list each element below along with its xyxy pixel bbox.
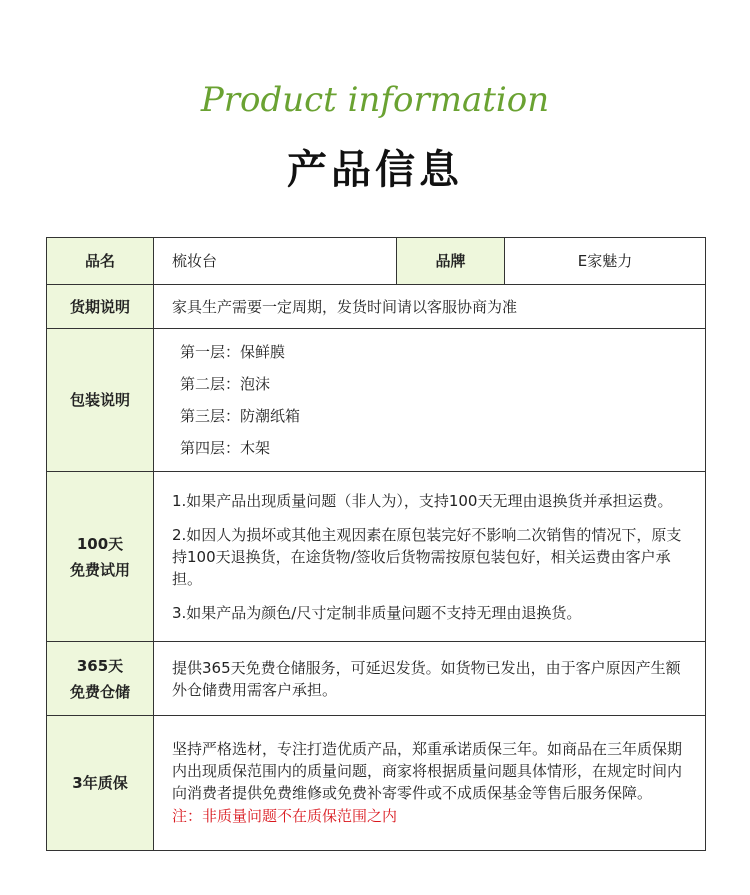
row-warranty <box>47 716 706 851</box>
trial-term-2: 2.如因人为损坏或其他主观因素在原包装完好不影响二次销售的情况下，原支持100天退换货，在途货物/签收后货物需按原包装包好，相关运费由客户承担。 <box>172 525 682 588</box>
warranty-text: 坚持严格选材，专注打造优质产品，郑重承诺质保三年。如商品在三年质保期内出现质保范围内的质量问题，商家将根据质量问题具体情形，在规定时间内向消费者提供免费维修或免费补寄零件或不成质保基金等售后服务保障。 <box>172 740 683 802</box>
warranty-label: 3年质保 <box>47 716 154 851</box>
title-english: Product information <box>200 80 550 120</box>
delivery-value: 家具生产需要一定周期，发货时间请以客服协商为准 <box>154 285 706 329</box>
row-trial <box>47 472 706 642</box>
packaging-layers <box>154 329 706 472</box>
trial-label-line2: 免费试用 <box>69 560 130 579</box>
packaging-label: 包装说明 <box>47 329 154 472</box>
brand-value: E家魅力 <box>505 238 706 285</box>
trial-label <box>47 472 154 642</box>
storage-text: 提供365天免费仓储服务，可延迟发货。如货物已发出，由于客户原因产生额外仓储费用需客户承担。 <box>172 658 681 699</box>
storage-value <box>154 642 706 716</box>
trial-term-3: 3.如果产品为颜色/尺寸定制非质量问题不支持无理由退换货。 <box>172 603 582 622</box>
delivery-label: 货期说明 <box>47 285 154 329</box>
row-delivery <box>47 285 706 329</box>
storage-label-line2: 免费仓储 <box>69 682 130 701</box>
row-storage <box>47 642 706 716</box>
storage-label <box>47 642 154 716</box>
name-value: 梳妆台 <box>154 238 397 285</box>
product-info-table <box>46 237 706 851</box>
trial-label-line1: 100天 <box>76 534 124 553</box>
packaging-layer-2: 第二层：泡沫 <box>180 375 271 393</box>
warranty-note: 注：非质量问题不在质保范围之内 <box>172 807 398 825</box>
name-label: 品名 <box>47 238 154 285</box>
brand-label: 品牌 <box>397 238 505 285</box>
storage-label-line1: 365天 <box>76 656 124 675</box>
packaging-layer-4: 第四层：木架 <box>180 439 271 457</box>
row-packaging <box>47 329 706 472</box>
packaging-layer-1: 第一层：保鲜膜 <box>180 343 286 361</box>
title-chinese: 产品信息 <box>287 147 463 193</box>
packaging-layer-3: 第三层：防潮纸箱 <box>180 407 301 425</box>
row-name-brand <box>47 238 706 285</box>
trial-term-1: 1.如果产品出现质量问题（非人为），支持100天无理由退换货并承担运费。 <box>172 491 673 510</box>
warranty-value <box>154 716 706 851</box>
trial-terms <box>154 472 706 642</box>
